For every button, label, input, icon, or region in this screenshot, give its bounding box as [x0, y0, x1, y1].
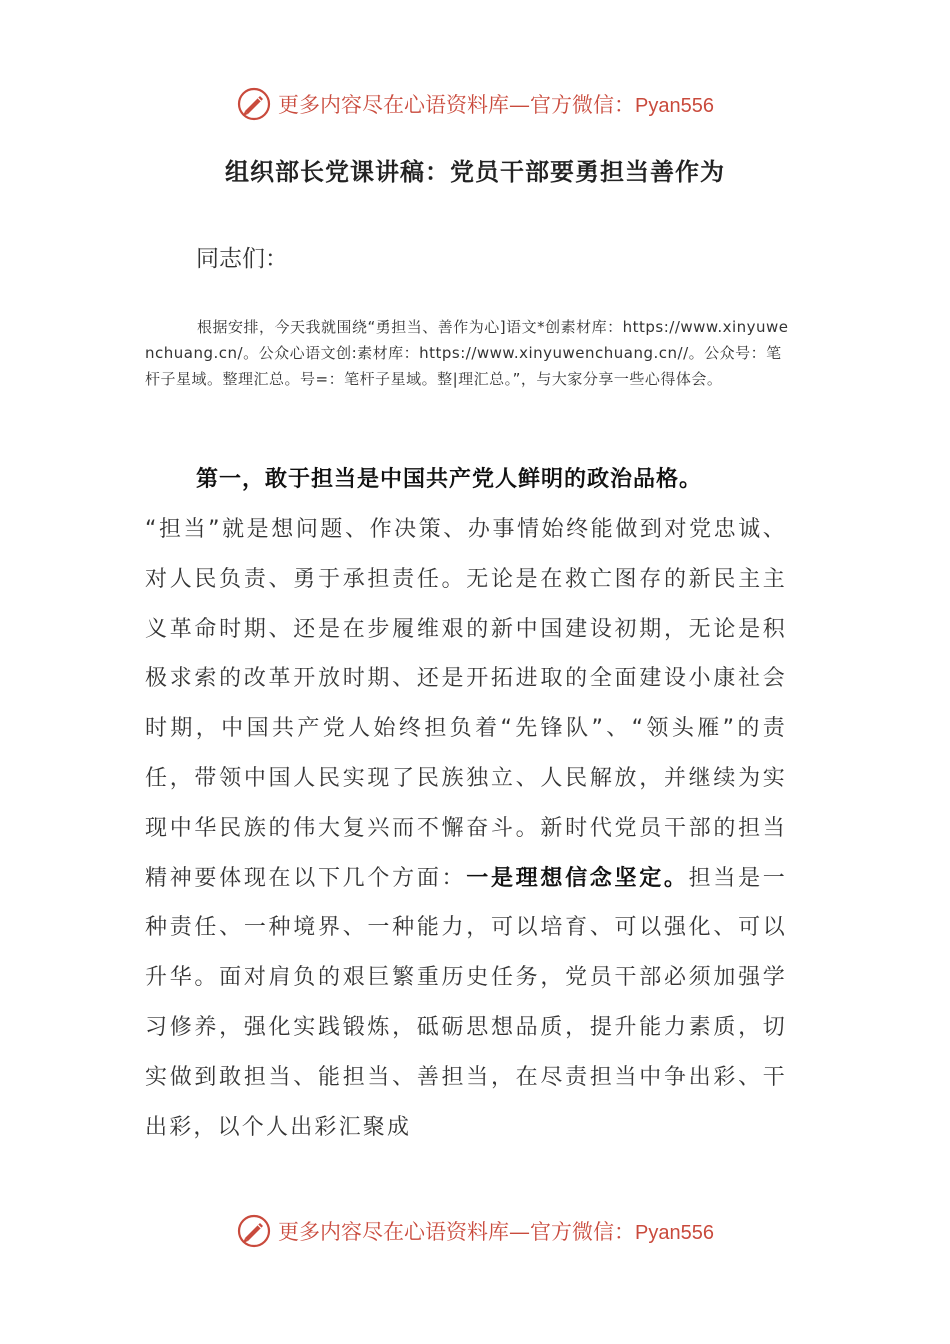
banner-slogan: 更多内容尽在心语资料库—官方微信：	[278, 1220, 636, 1244]
body-emphasis: 一是理想信念坚定。	[466, 865, 689, 891]
pen-logo-icon	[236, 1213, 272, 1249]
body-text-part2: 担当是一种责任、一种境界、一种能力，可以培育、可以强化、可以升华。面对肩负的艰巨繁重历史任务，党员干部必须加强学习修养，强化实践锻炼，砥砺思想品质，提升能力素质，切实做到敢担当、能担当、善担当，在尽责担当中争出彩、干出彩，以个人出彩汇聚成	[145, 865, 787, 1140]
section-heading: 第一，敢于担当是中国共产党人鲜明的政治品格。	[196, 467, 703, 492]
salutation: 同志们：	[196, 246, 288, 272]
body-paragraph	[145, 505, 787, 1152]
intro-paragraph: 根据安排，今天我就围绕“勇担当、善作为心]语文*创素材库：https://www.xinyuwenchuang.cn/。公众心语文创:素材库：https://www.xinyuwenchuang.cn//。公众号：笔杆子星域。整理汇总。号=：笔杆子星域。整|理汇总。”，与大家分享一些心得体会。	[145, 318, 789, 388]
body-text-part1: “担当”就是想问题、作决策、办事情始终能做到对党忠诚、对人民负责、勇于承担责任。无论是在救亡图存的新民主主义革命时期、还是在步履维艰的新中国建设初期，无论是积极求索的改革开放时期、还是开拓进取的全面建设小康社会时期，中国共产党人始终担负着“先锋队”、“领头雁”的责任，带领中国人民实现了民族独立、人民解放，并继续为实现中华民族的伟大复兴而不懈奋斗。新时代党员干部的担当精神要体现在以下几个方面：	[145, 517, 787, 891]
banner-text	[278, 1216, 714, 1246]
document-title: 组织部长党课讲稿：党员干部要勇担当善作为	[225, 158, 725, 186]
pen-logo-icon	[236, 86, 272, 122]
banner-wechat-handle: Pyan556	[635, 1222, 714, 1244]
banner-wechat-handle: Pyan556	[635, 95, 714, 117]
banner-slogan: 更多内容尽在心语资料库—官方微信：	[278, 93, 636, 117]
banner-text	[278, 89, 714, 119]
header-watermark-banner	[0, 84, 950, 124]
footer-watermark-banner	[0, 1211, 950, 1251]
